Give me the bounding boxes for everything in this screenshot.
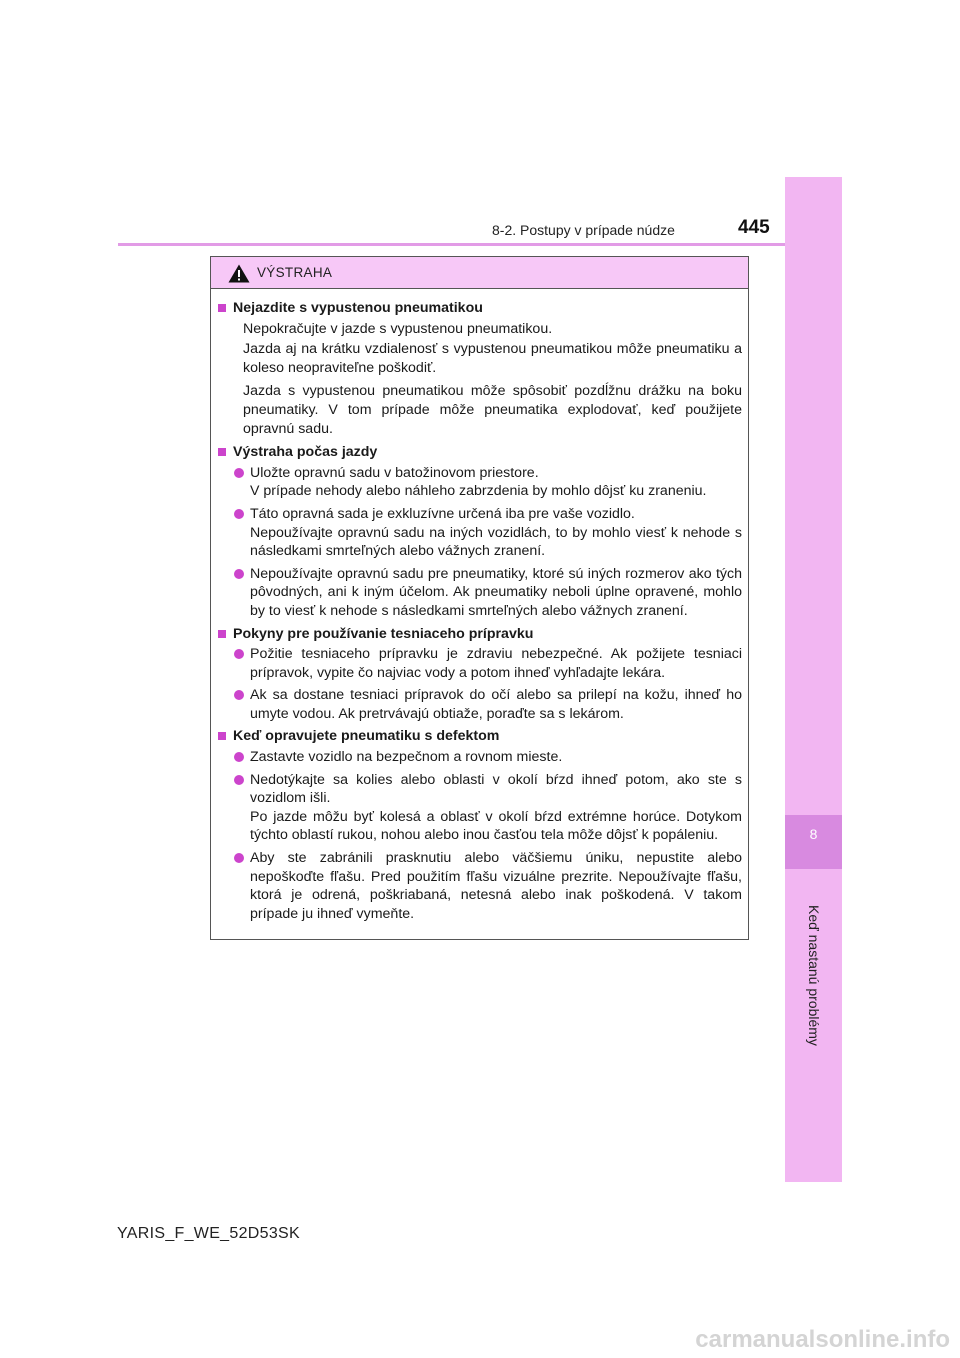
header-divider [118, 243, 785, 246]
warning-box [210, 256, 749, 940]
bullet-text: Ak sa dostane tesniaci prípravok do očí alebo sa prilepí na kožu, ihneď ho umyte vodou. Ak pretrvávajú obtiaže, poraďte sa s lekárom. [250, 687, 742, 722]
round-bullet-icon [234, 752, 244, 762]
chapter-tab-label: Keď nastanú problémy [806, 905, 822, 1046]
warning-section-heading [217, 625, 742, 644]
bullet-text: Nepoužívajte opravnú sadu pre pneumatiky, ktoré sú iných rozmerov ako tých pôvodných, ani k iným účelom. Ak pneumatiky neboli úplne opravené, mohlo by to viesť k nehode s následkami smrteľných alebo vážnych zranení. [250, 565, 742, 619]
warning-paragraph: Nepokračujte v jazde s vypustenou pneumatikou. [243, 320, 553, 337]
warning-bullet-item [217, 849, 742, 923]
warning-bullet-item [217, 686, 742, 723]
bullet-text: Nedotýkajte sa kolies alebo oblasti v okolí bŕzd ihneď potom, ako ste s vozidlom išli. Po jazde môžu byť kolesá a oblasť v okolí bŕzd extrémne horúce. Dotykom týchto oblastí rukou, nohou alebo inou časťou tela môže dôjsť k popáleniu. [250, 771, 742, 844]
section-heading-text: Keď opravujete pneumatiku s defektom [233, 728, 500, 745]
warning-paragraph: Jazda aj na krátku vzdialenosť s vypustenou pneumatikou môže pneumatiku a koleso neopraviteľne poškodiť. [243, 341, 742, 376]
warning-triangle-icon [228, 264, 250, 283]
bullet-text: Aby ste zabránili prasknutiu alebo väčšiemu úniku, nepustite alebo nepoškoďte fľašu. Pred použitím fľašu vizuálne prezrite. Nepoužívajte fľašu, ktorá je odrená, poškriabaná, netesná alebo inak poškodená. V takom prípade ju ihneď vymeňte. [250, 850, 742, 922]
watermark: carmanualsonline.info [695, 1326, 950, 1353]
bullet-text: Uložte opravnú sadu v batožinovom priestore. V prípade nehody alebo náhleho zabrzdenia by mohlo dôjsť ku zraneniu. [250, 464, 707, 500]
round-bullet-icon [234, 569, 244, 579]
chapter-tab-number: 8 [809, 826, 818, 842]
square-bullet-icon [218, 304, 226, 312]
chapter-tab[interactable] [785, 815, 842, 869]
bullet-text: Táto opravná sada je exkluzívne určená iba pre vaše vozidlo. Nepoužívajte opravnú sadu na iných vozidlách, to by mohlo viesť k nehode s následkami smrteľných alebo vážnych zranení. [250, 505, 742, 560]
page-number: 445 [738, 217, 770, 238]
square-bullet-icon [218, 448, 226, 456]
square-bullet-icon [218, 630, 226, 638]
section-heading-text: Výstraha počas jazdy [233, 444, 378, 461]
bullet-text: Požitie tesniaceho prípravku je zdraviu nebezpečné. Ak požijete tesniaci prípravok, vypite čo najviac vody a potom ihneď vyhľadajte lekára. [250, 646, 742, 681]
warning-section-heading [217, 299, 742, 318]
round-bullet-icon [234, 649, 244, 659]
warning-section-heading [217, 727, 742, 746]
warning-content [217, 299, 742, 927]
section-title: 8-2. Postupy v prípade núdze [492, 222, 675, 238]
document-code: YARIS_F_WE_52D53SK [117, 1225, 300, 1242]
warning-title: VÝSTRAHA [257, 265, 333, 280]
warning-bullet-item [217, 464, 742, 501]
warning-section-heading [217, 443, 742, 462]
section-heading-text: Pokyny pre používanie tesniaceho prípravku [233, 625, 534, 642]
warning-bullet-item [217, 645, 742, 682]
round-bullet-icon [234, 468, 244, 478]
round-bullet-icon [234, 775, 244, 785]
section-heading-text: Nejazdite s vypustenou pneumatikou [233, 300, 483, 316]
warning-bullet-item [217, 771, 742, 845]
round-bullet-icon [234, 690, 244, 700]
round-bullet-icon [234, 853, 244, 863]
bullet-text: Zastavte vozidlo na bezpečnom a rovnom mieste. [250, 749, 563, 766]
warning-header [211, 257, 748, 289]
warning-bullet-item [217, 565, 742, 621]
square-bullet-icon [218, 732, 226, 740]
round-bullet-icon [234, 509, 244, 519]
warning-bullet-item [217, 748, 742, 767]
warning-bullet-item [217, 505, 742, 561]
warning-paragraph: Jazda s vypustenou pneumatikou môže spôsobiť pozdĺžnu drážku na boku pneumatiky. V tom prípade môže pneumatika explodovať, keď použijete opravnú sadu. [243, 383, 742, 437]
